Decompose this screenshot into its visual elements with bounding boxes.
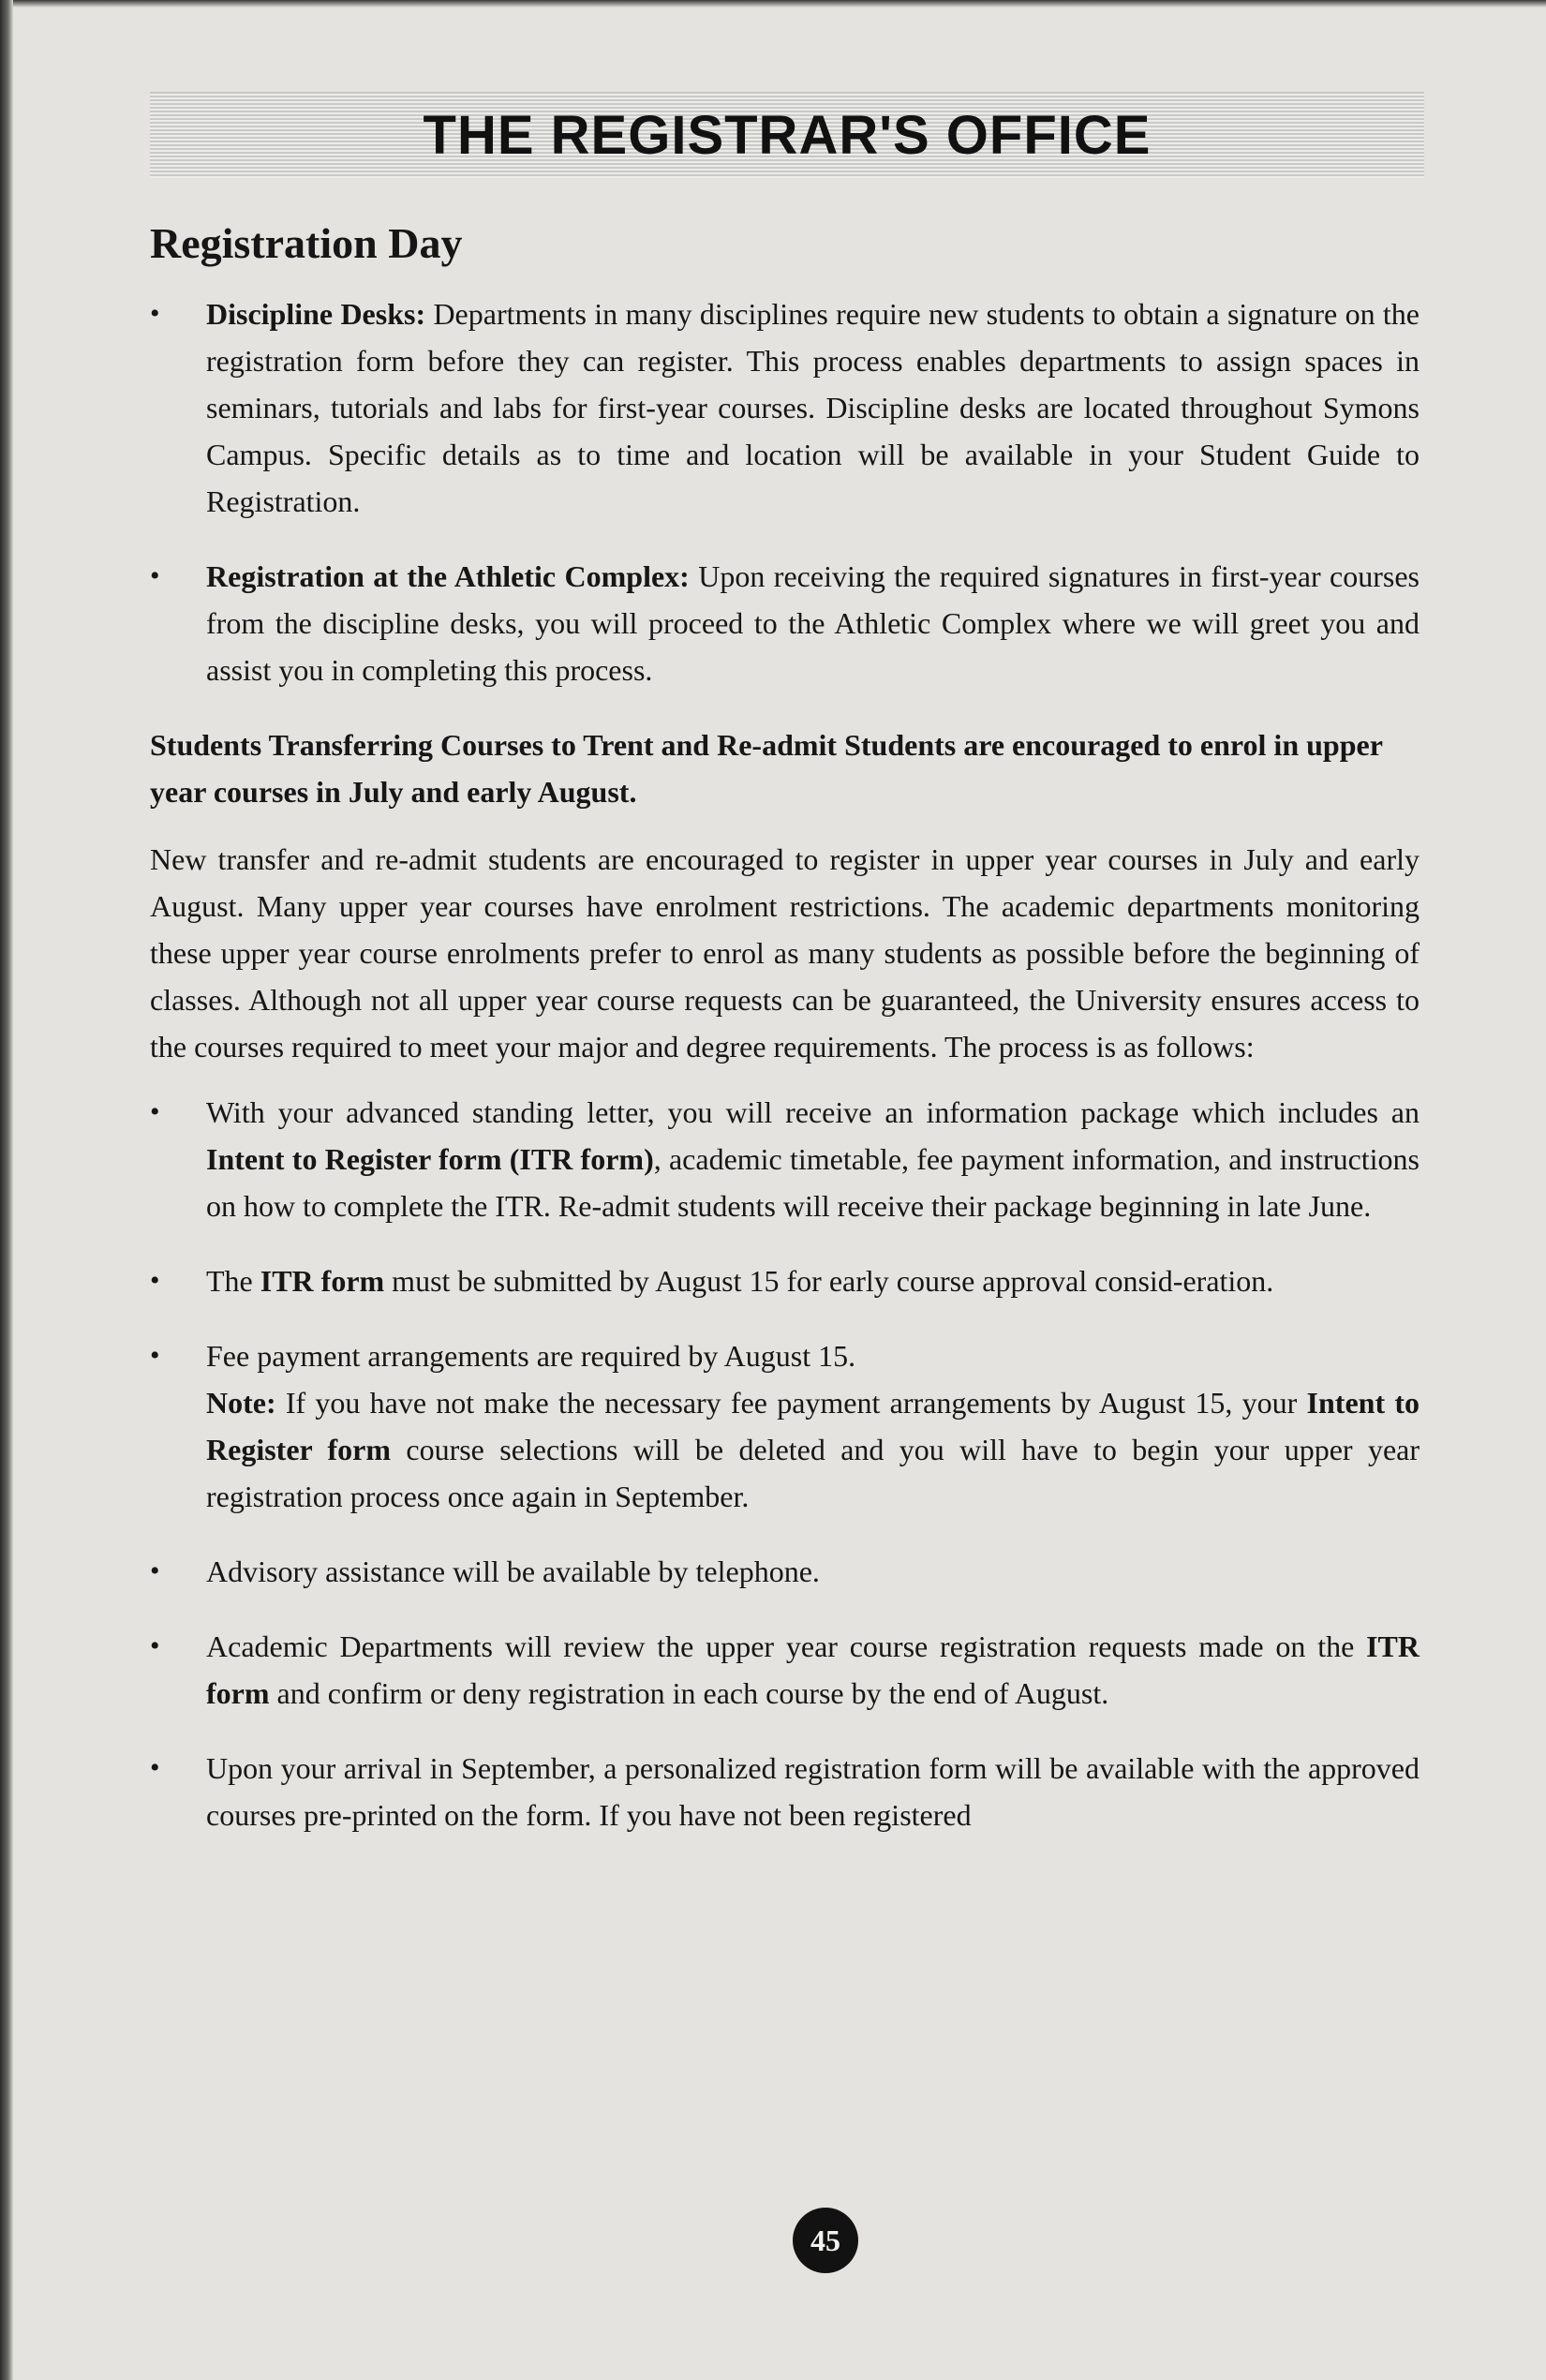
list-item-itr-deadline (150, 1257, 1420, 1304)
item-text: Upon your arrival in September, a personalized registration form will be available with the approved courses pre-printed on the form. If you have not been registered (206, 1751, 1420, 1832)
list-item-fee-payment (150, 1332, 1420, 1520)
bullet-dot: • (150, 1555, 160, 1586)
bullet-dot: • (150, 1630, 160, 1661)
page-binding-shadow (0, 0, 13, 2380)
item-text: With your advanced standing letter, you will receive an information package which includes an (206, 1095, 1420, 1129)
page-top-shadow (0, 0, 1546, 7)
item-emphasis: ITR form (206, 1629, 1420, 1710)
section-banner (150, 92, 1424, 178)
item-text: Academic Departments will review the upper year course registration requests made on the (206, 1629, 1367, 1663)
page-content (150, 216, 1420, 1867)
bullet-dot: • (150, 298, 160, 329)
banner-title: THE REGISTRAR'S OFFICE (423, 104, 1152, 166)
item-text: course selections will be deleted and you will have to begin your upper year registration process once again in September. (206, 1433, 1420, 1513)
item-emphasis: ITR form (260, 1264, 385, 1298)
list-item-discipline-desks (150, 290, 1420, 525)
item-text: Upon receiving the required signatures in first-year courses from the discipline desks, you will proceed to the Athletic Complex where we will greet you and assist you in completing this process. (206, 559, 1420, 687)
bullet-dot: • (150, 1340, 160, 1371)
item-text: Fee payment arrangements are required by August 15. (206, 1339, 856, 1373)
list-item-athletic-complex (150, 553, 1420, 693)
item-emphasis: Intent to Register form (ITR form) (206, 1142, 654, 1176)
transfer-heading: Students Transferring Courses to Trent and Re-admit Students are encouraged to enrol in upper year courses in July and early August. (150, 728, 1383, 809)
page-number: 45 (793, 2208, 858, 2273)
item-lead: Registration at the Athletic Complex: (206, 559, 690, 593)
transfer-intro: New transfer and re-admit students are encouraged to register in upper year courses in July and early August. Many upper year courses have enrolment restrictions. The academic departments monitoring these upper year course enrolments prefer to enrol as many students as possible before the beginning of classes. Although not all upper year course requests can be guaranteed, the University ensures access to the courses required to meet your major and degree requirements. The process is as follows: (150, 842, 1420, 1064)
item-text: , academic timetable, fee payment information, and instructions on how to complete the ITR. Re-admit students will receive their package beginning in late June. (206, 1142, 1420, 1223)
item-text: Advisory assistance will be available by telephone. (206, 1554, 820, 1588)
list-item-september-arrival (150, 1745, 1420, 1838)
item-text: The (206, 1264, 260, 1298)
item-emphasis: Intent to Register form (206, 1386, 1420, 1466)
item-text: If you have not make the necessary fee payment arrangements by August 15, your (275, 1386, 1307, 1420)
list-item-info-package (150, 1089, 1420, 1229)
bullet-dot: • (150, 1752, 160, 1783)
bullet-dot: • (150, 560, 160, 591)
section-heading: Registration Day (150, 219, 463, 267)
item-text: must be submitted by August 15 for early course approval consid-eration. (384, 1264, 1274, 1298)
item-text: and confirm or deny registration in each course by the end of August. (269, 1676, 1109, 1710)
list-item-department-review (150, 1623, 1420, 1717)
item-lead: Discipline Desks: (206, 297, 426, 331)
item-text: Departments in many disciplines require new students to obtain a signature on the registration form before they can register. This process enables departments to assign spaces in seminars, tutorials and labs for first-year courses. Discipline desks are located throughout Symons Campus. Specific details as to time and location will be available in your Student Guide to Registration. (206, 297, 1420, 518)
list-item-advisory (150, 1548, 1420, 1595)
note-label: Note: (206, 1386, 276, 1420)
bullet-dot: • (150, 1265, 160, 1296)
bullet-dot: • (150, 1096, 160, 1127)
